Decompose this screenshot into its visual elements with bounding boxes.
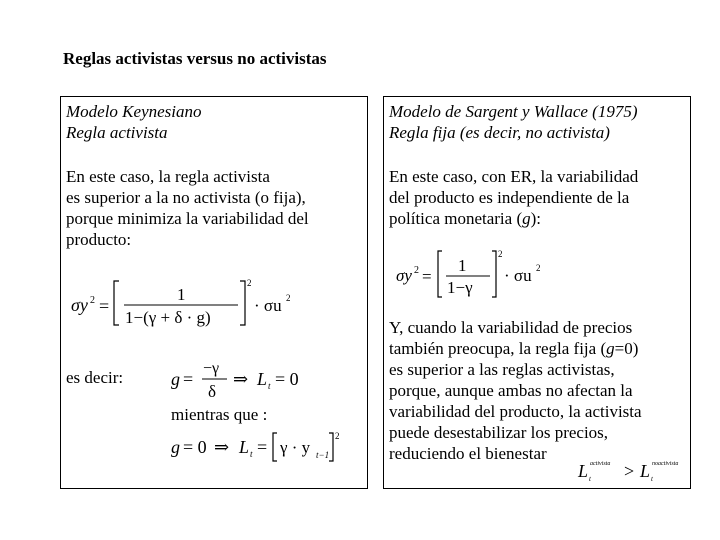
es-decir-label: es decir: xyxy=(66,368,124,387)
svg-text:−γ: −γ xyxy=(203,360,220,377)
svg-text:t: t xyxy=(268,381,271,391)
keynesian-model-box xyxy=(60,96,368,489)
fixed-rule-loss-formula xyxy=(169,429,349,469)
svg-text:δ: δ xyxy=(208,382,217,401)
right-heading-line1: Modelo de Sargent y Wallace (1975) xyxy=(389,102,638,121)
svg-text:t−1: t−1 xyxy=(316,450,330,460)
svg-text:>: > xyxy=(624,461,635,481)
svg-text:=: = xyxy=(257,437,268,457)
svg-text:t: t xyxy=(651,475,653,483)
sargent-wallace-model-box xyxy=(383,96,691,489)
svg-text:2: 2 xyxy=(335,431,340,441)
output-variance-formula-activist xyxy=(67,275,307,335)
svg-text:1: 1 xyxy=(177,285,186,304)
svg-text:⇒: ⇒ xyxy=(214,437,230,457)
svg-text:L: L xyxy=(257,369,268,389)
svg-text:L: L xyxy=(239,437,250,457)
svg-text:· σu: · σu xyxy=(504,266,532,285)
sup-activista: activista xyxy=(590,461,611,467)
left-para-line3: porque minimiza la variabilidad del xyxy=(66,209,309,228)
right-para-line3-var: g xyxy=(522,209,531,228)
svg-text:σy: σy xyxy=(71,295,88,315)
right-para-line1: En este caso, con ER, la variabilidad xyxy=(389,167,639,186)
svg-text:2: 2 xyxy=(90,295,95,306)
right-p2-line4: porque, aunque ambas no afectan la xyxy=(389,381,633,400)
left-para-line2: es superior a la no activista (o fija), xyxy=(66,188,306,207)
svg-text:t: t xyxy=(589,475,591,483)
left-heading-line2: Regla activista xyxy=(66,123,168,142)
optimal-rule-formula xyxy=(169,355,319,407)
svg-text:· σu: · σu xyxy=(254,296,282,315)
svg-text:1−γ: 1−γ xyxy=(447,278,473,297)
svg-text:t: t xyxy=(250,449,253,459)
svg-text:2: 2 xyxy=(247,278,252,288)
svg-text:σy: σy xyxy=(396,266,412,285)
left-paragraph xyxy=(61,166,367,250)
svg-text:1: 1 xyxy=(458,256,467,275)
right-p2-line1: Y, cuando la variabilidad de precios xyxy=(389,318,633,337)
output-variance-formula-fixed xyxy=(392,247,562,305)
svg-text:L: L xyxy=(640,461,651,481)
right-p2-line2-pre: también preocupa, la regla fija ( xyxy=(389,339,607,358)
right-p2-line2 xyxy=(389,338,642,359)
mientras-que-label: mientras que : xyxy=(171,405,268,424)
sup-noactivista: noactivista xyxy=(652,461,679,467)
svg-text:=: = xyxy=(99,296,110,316)
right-para-line3-post: ): xyxy=(530,209,542,228)
svg-text:= 0: = 0 xyxy=(275,369,299,389)
svg-text:g: g xyxy=(171,369,180,389)
right-paragraph xyxy=(384,166,690,229)
svg-text:=: = xyxy=(422,267,432,286)
svg-text:⇒: ⇒ xyxy=(233,369,249,389)
left-para-line1: En este caso, la regla activista xyxy=(66,167,270,186)
page-title: Reglas activistas versus no activistas xyxy=(63,49,327,68)
svg-text:1−(γ + δ · g): 1−(γ + δ · g) xyxy=(125,308,211,327)
right-p2-line7: reduciendo el bienestar xyxy=(389,444,547,463)
right-heading-line2: Regla fija (es decir, no activista) xyxy=(389,123,610,142)
right-para-line2: del producto es independiente de la xyxy=(389,188,630,207)
svg-text:g: g xyxy=(171,437,180,457)
right-para-line3-pre: política monetaria ( xyxy=(389,209,523,228)
right-heading xyxy=(384,97,690,143)
left-heading-line1: Modelo Keynesiano xyxy=(66,102,202,121)
svg-text:2: 2 xyxy=(414,265,419,276)
welfare-loss-inequality xyxy=(576,455,690,485)
right-p2-line3: es superior a las reglas activistas, xyxy=(389,360,615,379)
right-p2-line5: variabilidad del producto, la activista xyxy=(389,402,642,421)
svg-text:2: 2 xyxy=(536,263,541,273)
right-p2-line2-post: =0) xyxy=(614,339,639,358)
svg-text:L: L xyxy=(578,461,589,481)
right-para-line3 xyxy=(389,208,690,229)
right-paragraph-2 xyxy=(384,317,642,464)
svg-text:2: 2 xyxy=(286,293,291,303)
right-p2-line2-eq: g xyxy=(606,339,615,358)
svg-text:γ · y: γ · y xyxy=(280,438,311,457)
svg-text:2: 2 xyxy=(498,249,503,259)
svg-text:=: = xyxy=(183,369,194,389)
right-p2-line6: puede desestabilizar los precios, xyxy=(389,423,609,442)
left-para-line4: producto: xyxy=(66,230,132,249)
svg-text:= 0: = 0 xyxy=(183,437,207,457)
left-heading xyxy=(61,97,367,143)
